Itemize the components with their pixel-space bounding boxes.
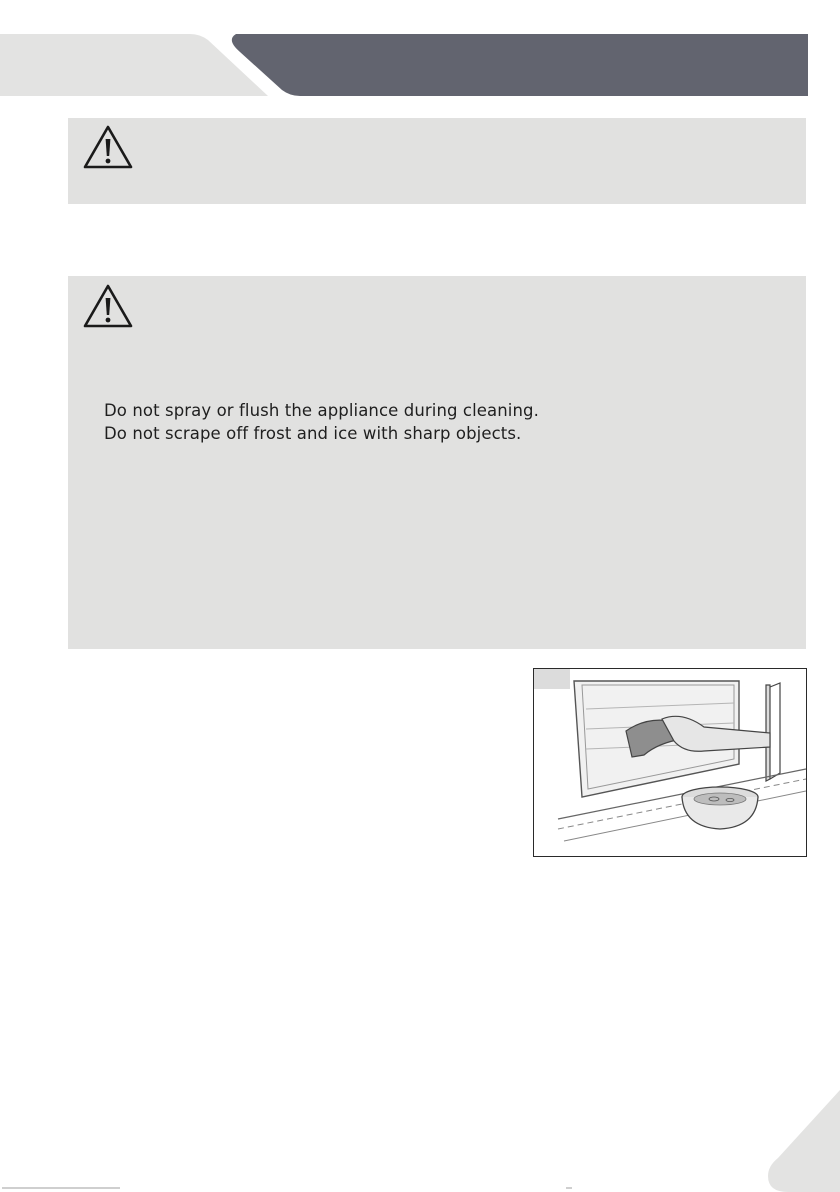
illustration-drawing (534, 669, 806, 856)
section-title-band (232, 34, 808, 96)
page-header (0, 0, 840, 110)
warning-notice (68, 118, 806, 204)
cleaning-instructions (104, 399, 539, 445)
warning-triangle-icon (82, 282, 134, 330)
instruction-item: Do not spray or flush the appliance during cleaning. (104, 401, 539, 420)
figure-number-tab (534, 669, 570, 689)
defrost-illustration (533, 668, 807, 857)
instruction-item: Do not scrape off frost and ice with sharp objects. (104, 424, 522, 443)
cleaning-warning-notice (68, 276, 806, 649)
footer-print-marks (0, 1184, 840, 1192)
page-corner-tab (764, 1090, 840, 1192)
section-tab-left (0, 34, 268, 96)
warning-triangle-icon (82, 123, 134, 171)
